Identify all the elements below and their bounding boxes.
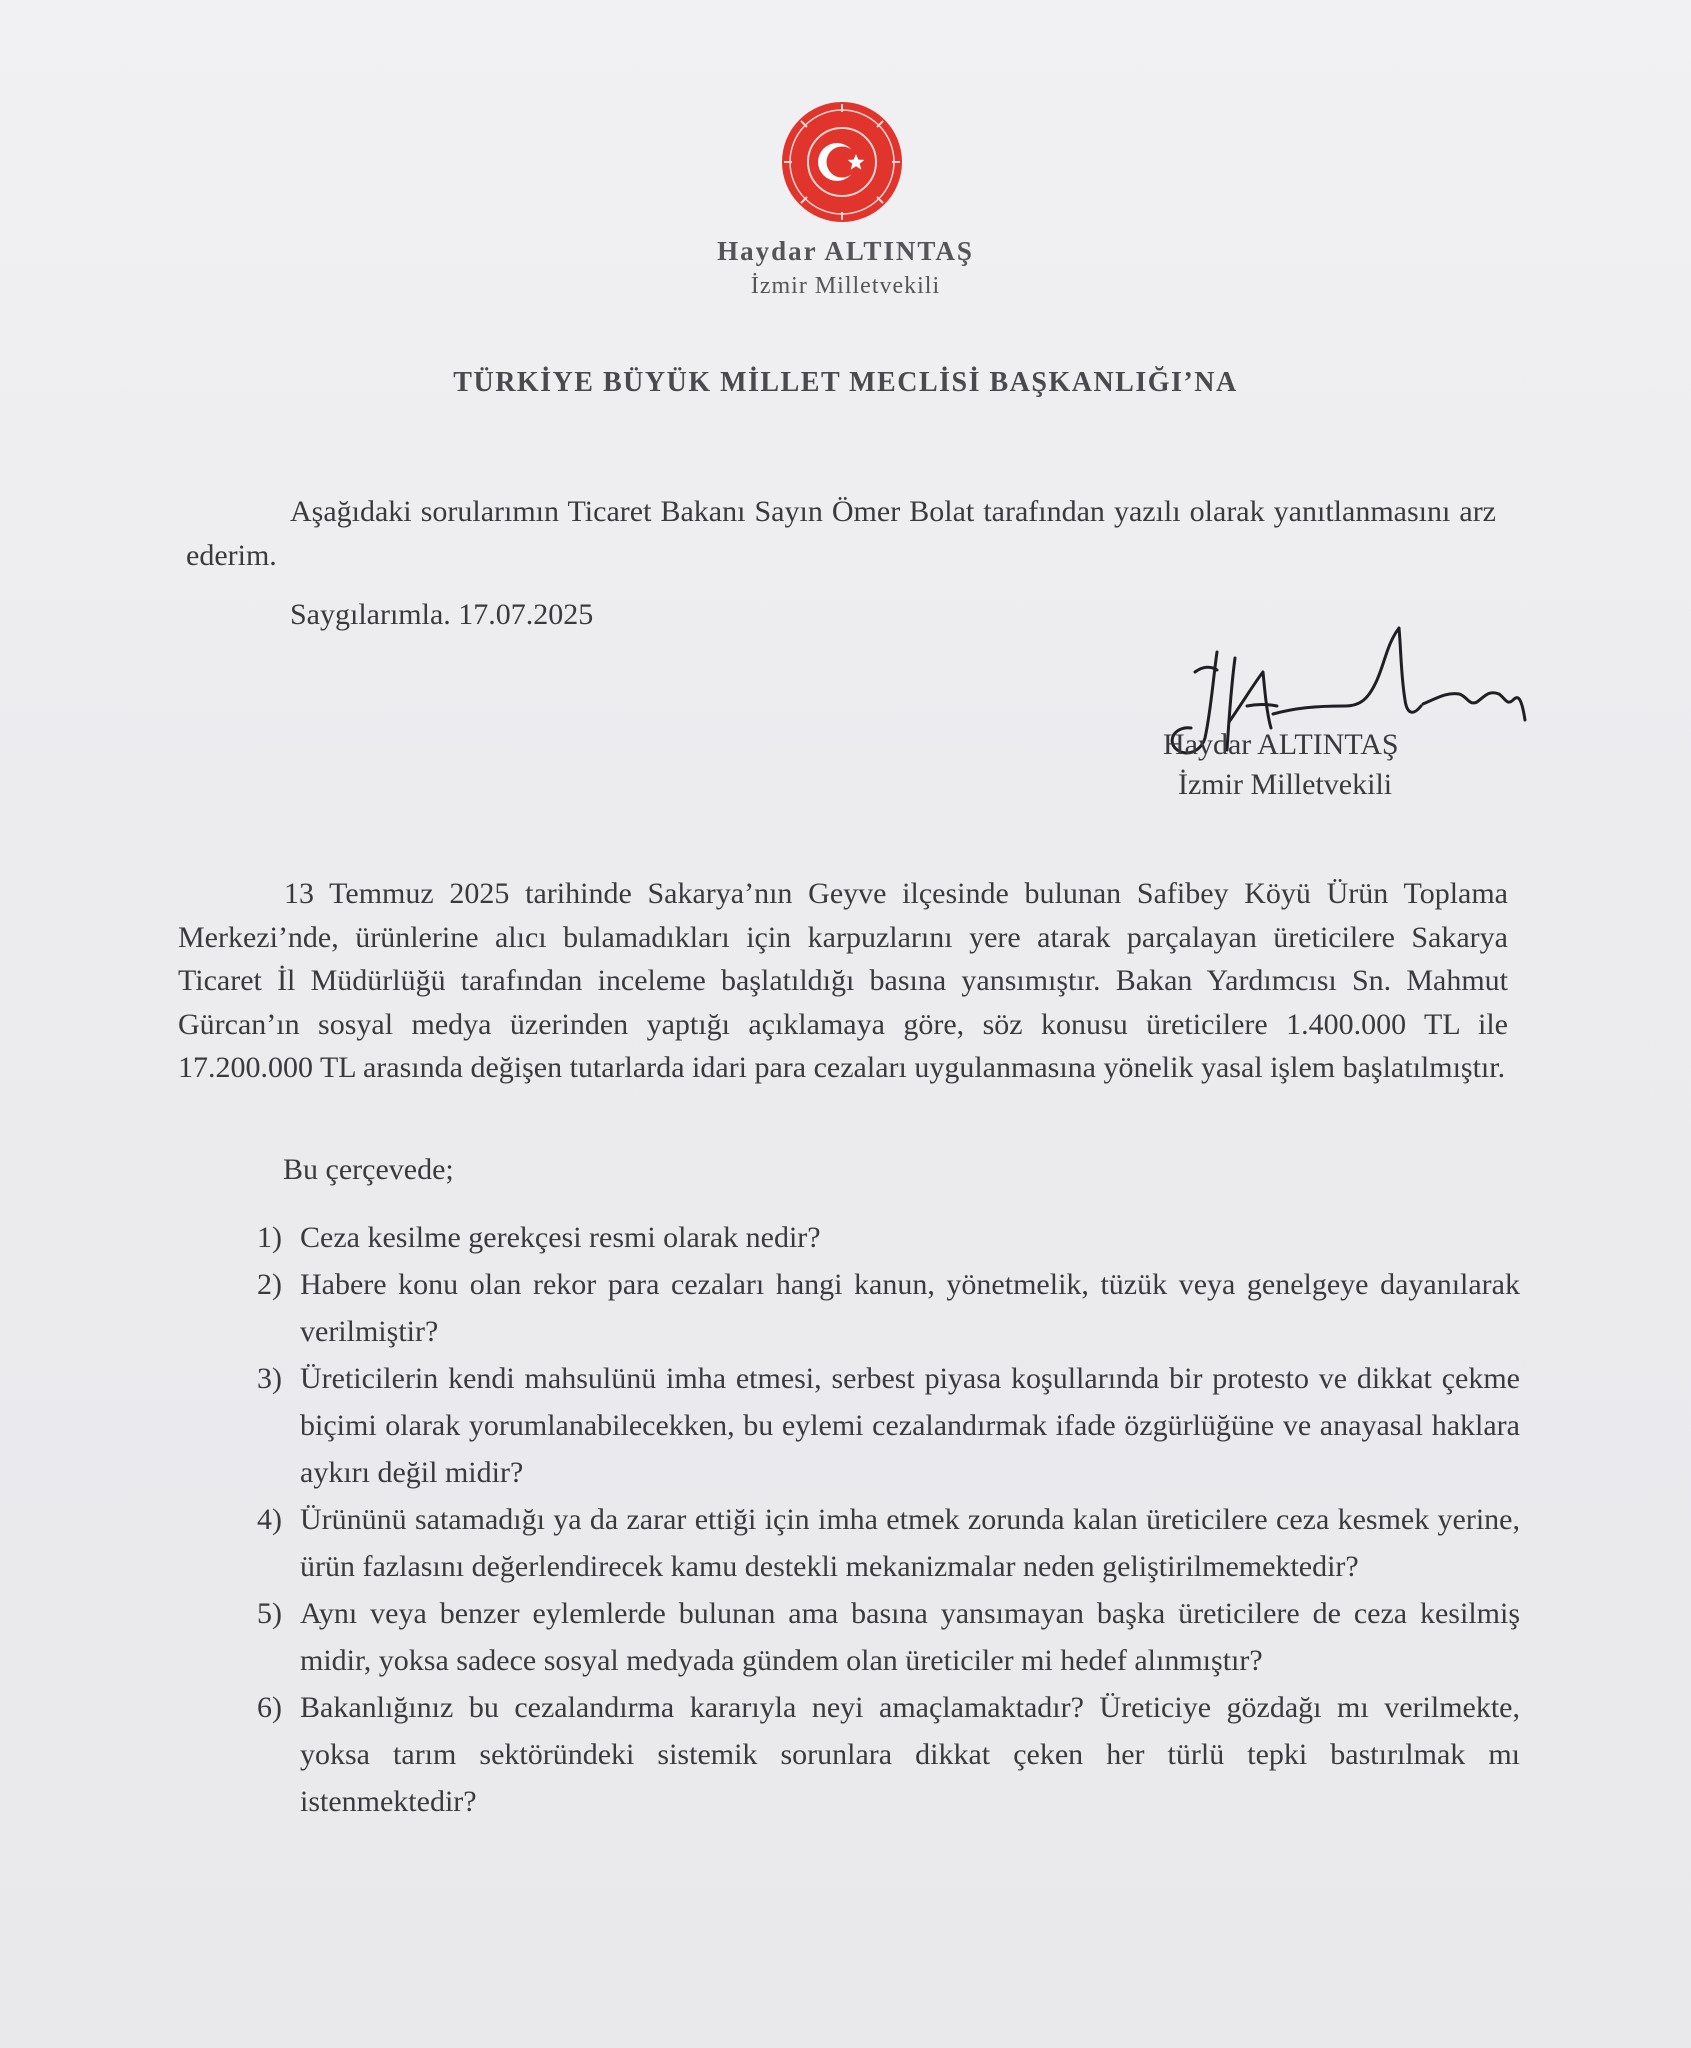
question-text: Habere konu olan rekor para cezaları hangi kanun, yönetmelik, tüzük veya genelgeye dayanılarak verilmiştir?: [300, 1268, 1520, 1348]
question-item: [210, 1496, 1520, 1590]
questions-list: [210, 1214, 1520, 1825]
regards-date-line: Saygılarımla. 17.07.2025: [290, 598, 594, 631]
question-number: 6): [257, 1691, 282, 1724]
header-name: Haydar ALTINTAŞ: [717, 236, 974, 266]
tbmm-seal-icon: [780, 100, 904, 224]
header-role: İzmir Milletvekili: [750, 273, 941, 299]
question-item: [210, 1684, 1520, 1825]
framework-line: Bu çerçevede;: [283, 1153, 454, 1186]
intro-paragraph: Aşağıdaki sorularımın Ticaret Bakanı Sayın Ömer Bolat tarafından yazılı olarak yanıtlanmasını arz ederim.: [186, 495, 1496, 572]
question-text: Ceza kesilme gerekçesi resmi olarak nedir?: [300, 1221, 821, 1254]
question-text: Aynı veya benzer eylemlerde bulunan ama basına yansımayan başka üreticilere de ceza kesilmiş midir, yoksa sadece sosyal medyada gündem olan üreticiler mi hedef alınmıştır?: [300, 1597, 1520, 1677]
question-number: 4): [257, 1503, 282, 1536]
question-number: 2): [257, 1268, 282, 1301]
question-text: Bakanlığınız bu cezalandırma kararıyla neyi amaçlamaktadır? Üreticiye gözdağı mı verilmekte, yoksa tarım sektöründeki sistemik sorunlara dikkat çeken her türlü tepki bastırılmak mı istenmektedir?: [300, 1691, 1520, 1818]
question-text: Ürününü satamadığı ya da zarar ettiği için imha etmek zorunda kalan üreticilere ceza kesmek yerine, ürün fazlasını değerlendirecek kamu destekli mekanizmalar neden geliştirilmemektedir?: [300, 1503, 1520, 1583]
question-text: Üreticilerin kendi mahsulünü imha etmesi, serbest piyasa koşullarında bir protesto ve dikkat çekme biçimi olarak yorumlanabilecekken, bu eylemi cezalandırmak ifade özgürlüğüne ve anayasal haklara aykırı değil midir?: [300, 1362, 1520, 1489]
question-number: 3): [257, 1362, 282, 1395]
addressee-heading: TÜRKİYE BÜYÜK MİLLET MECLİSİ BAŞKANLIĞI’NA: [453, 367, 1238, 398]
question-number: 1): [257, 1221, 282, 1254]
question-item: [210, 1214, 1520, 1261]
body-paragraph: 13 Temmuz 2025 tarihinde Sakarya’nın Geyve ilçesinde bulunan Safibey Köyü Ürün Toplama Merkezi’nde, ürünlerine alıcı bulamadıkları için karpuzlarını yere atarak parçalayan üreticilere Sakarya Ticaret İl Müdürlüğü tarafından inceleme başlatıldığı basına yansımıştır. Bakan Yardımcısı Sn. Mahmut Gürcan’ın sosyal medya üzerinden yaptığı açıklamaya göre, söz konusu üreticilere 1.400.000 TL ile 17.200.000 TL arasında değişen tutarlarda idari para cezaları uygulanmasına yönelik yasal işlem başlatılmıştır.: [178, 877, 1508, 1084]
question-item: [210, 1261, 1520, 1355]
signatory-name: Haydar ALTINTAŞ: [1163, 728, 1399, 761]
question-item: [210, 1355, 1520, 1496]
question-number: 5): [257, 1597, 282, 1630]
question-item: [210, 1590, 1520, 1684]
signatory-role: İzmir Milletvekili: [1178, 768, 1393, 801]
